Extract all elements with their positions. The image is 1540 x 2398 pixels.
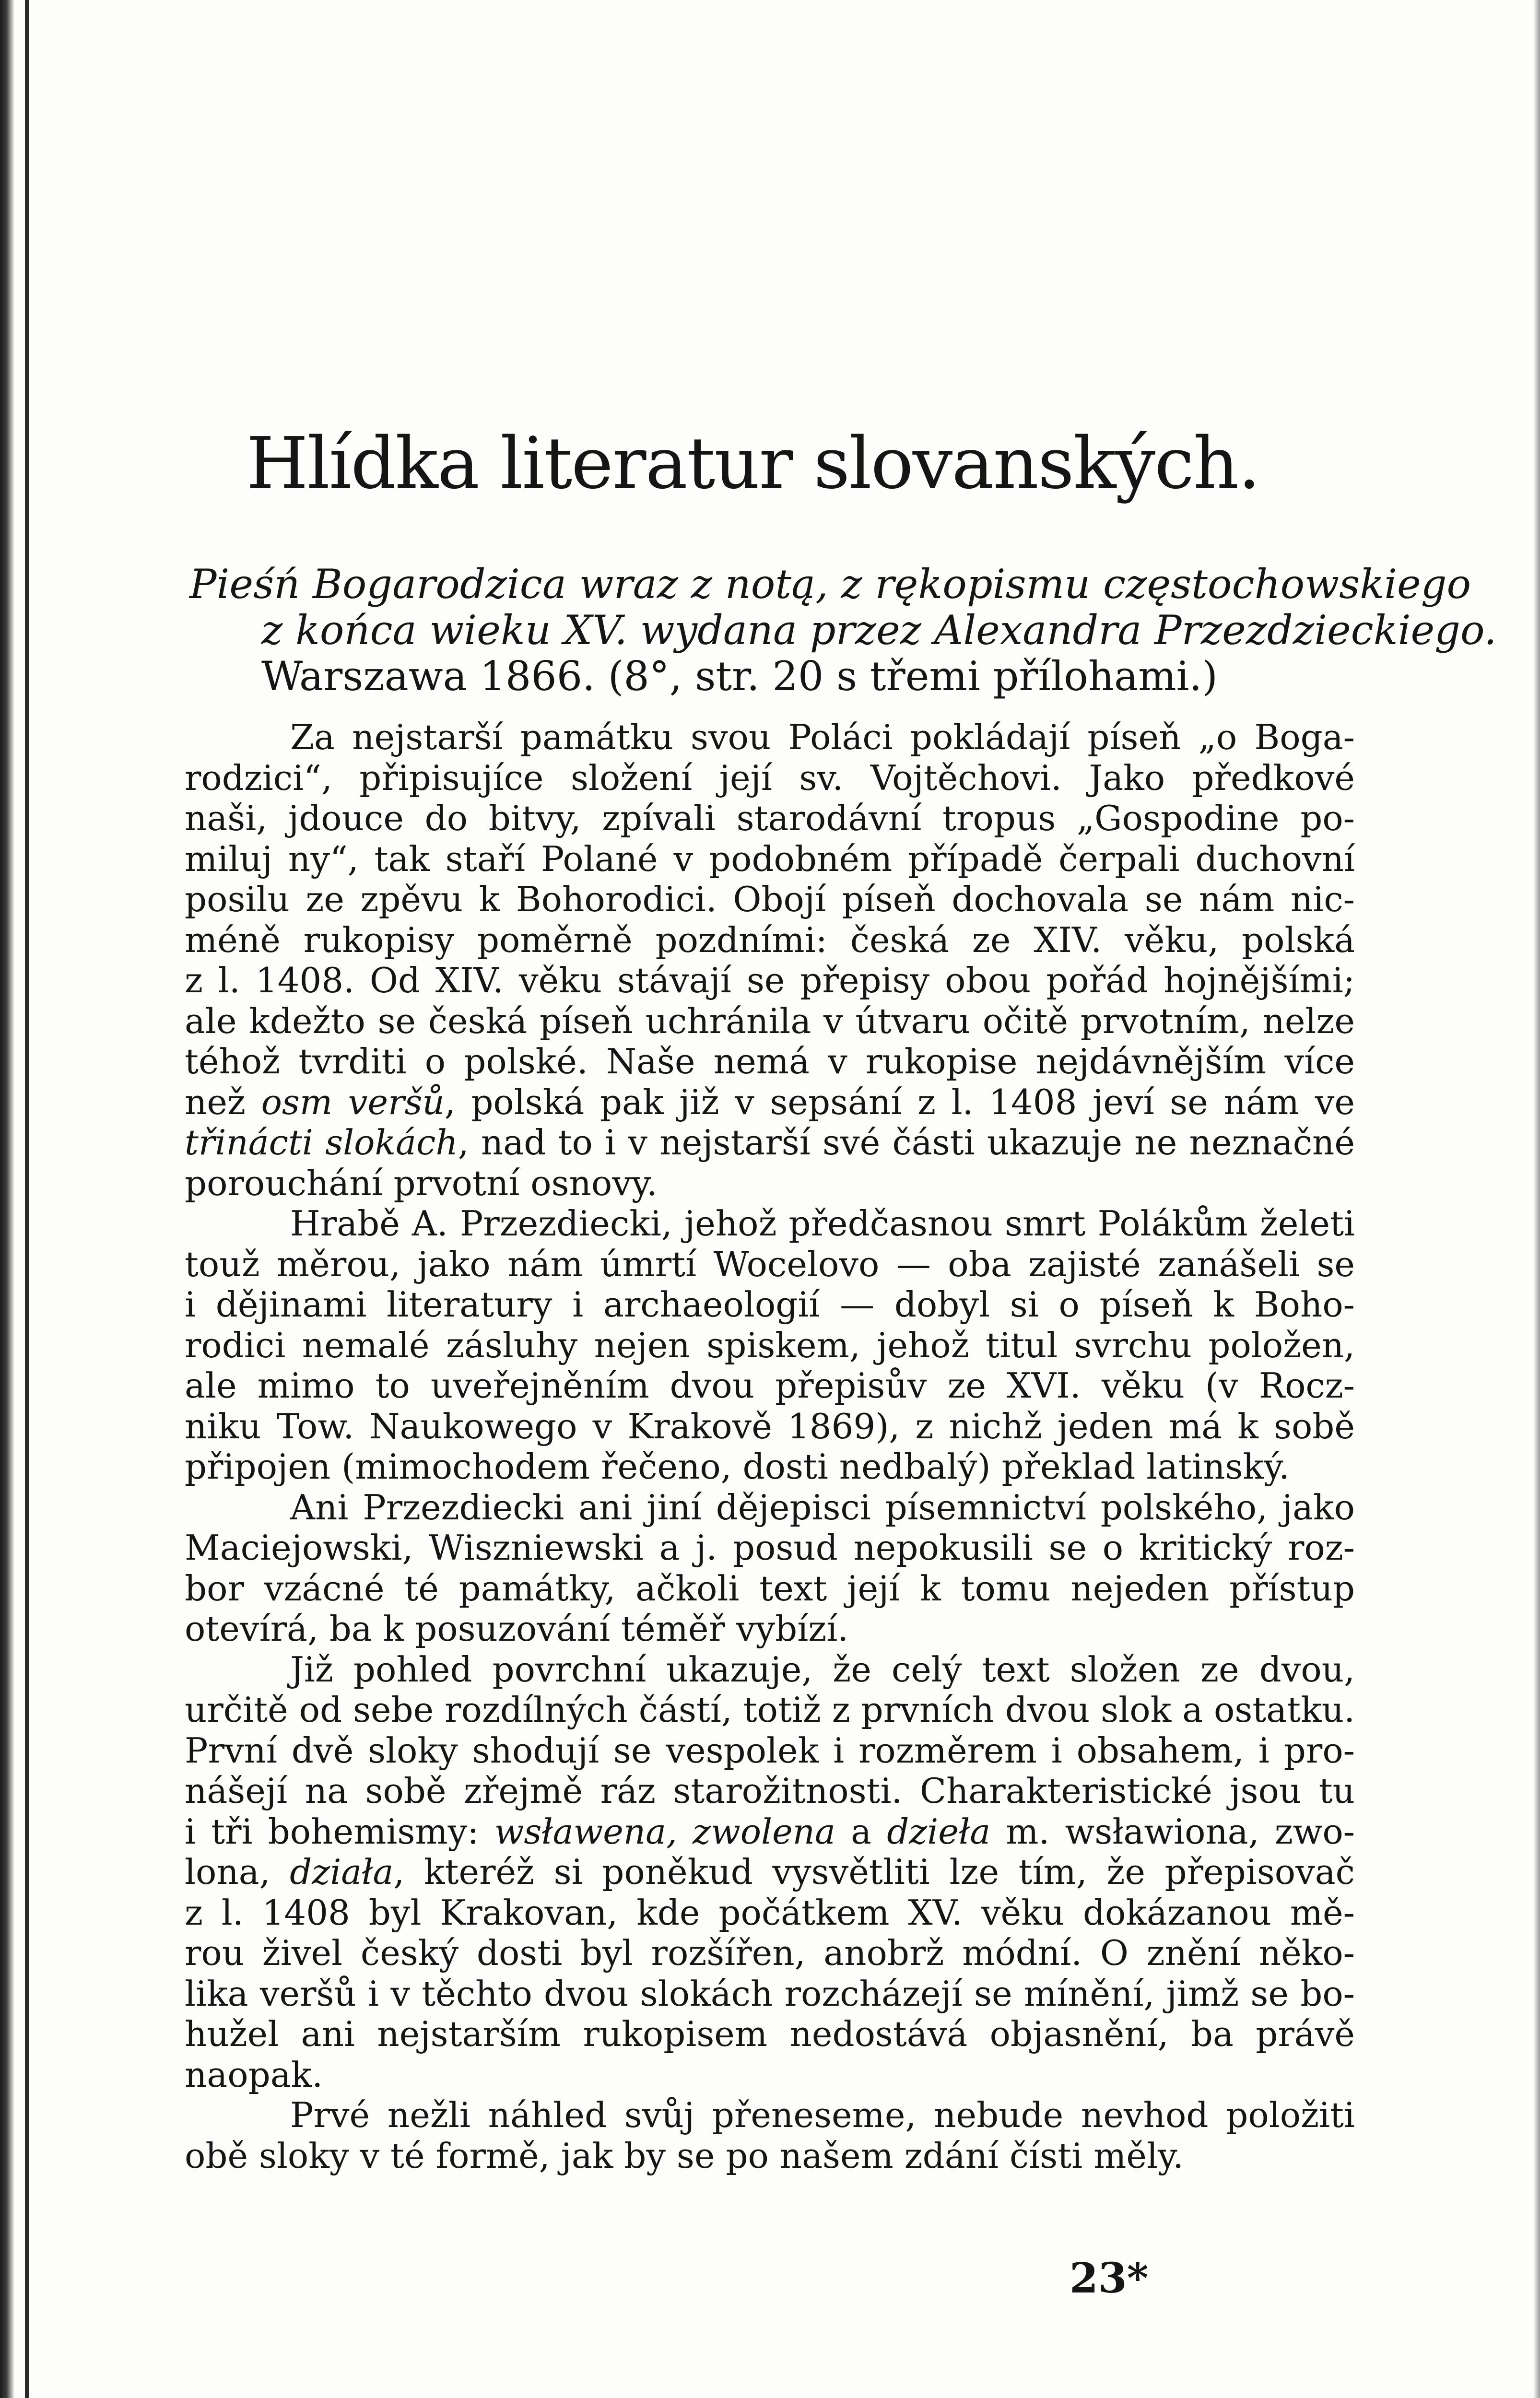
text-line: Již pohled povrchní ukazuje, že celý text složen ze dvou, <box>290 1649 1355 1690</box>
text-line: hužel ani nejstarším rukopisem nedostává objasnění, ba právě <box>185 2014 1355 2054</box>
bibliography-line-2: z końca wieku XV. wydana przez Alexandra Przezdzieckiego. <box>261 607 1497 654</box>
article-body <box>185 717 1355 2176</box>
text-line: lika veršů i v těchto dvou slokách rozcházejí se mínění, jimž se bo- <box>185 1973 1355 2014</box>
text-line: Maciejowski, Wiszniewski a j. posud nepokusili se o kritický roz- <box>185 1528 1355 1568</box>
page-fold-line <box>25 0 29 2398</box>
text-line: rodzici“, připisujíce složení její sv. Vojtěchovi. Jako předkové <box>185 757 1355 798</box>
paragraph-4 <box>185 1649 1355 2095</box>
page-edge-left <box>0 0 14 2398</box>
text-line: Hrabě A. Przezdiecki, jehož předčasnou smrt Polákům želeti <box>290 1203 1355 1244</box>
paragraph-2 <box>185 1203 1355 1487</box>
text-line: i dějinami literatury i archaeologií — dobyl si o píseň k Boho- <box>185 1284 1355 1325</box>
text-line: ale mimo to uveřejněním dvou přepisův ze XVI. věku (v Rocz- <box>185 1365 1355 1406</box>
text-line: třinácti slokách, nad to i v nejstarší své části ukazuje ne neznačné <box>185 1122 1355 1163</box>
text-line: touž měrou, jako nám úmrtí Wocelovo — oba zajisté zanášeli se <box>185 1244 1355 1284</box>
text-line: z l. 1408 byl Krakovan, kde počátkem XV. věku dokázanou mě- <box>185 1892 1355 1933</box>
text-line: První dvě sloky shodují se vespolek i rozměrem i obsahem, i pro- <box>185 1730 1355 1771</box>
text-line: Prvé nežli náhled svůj přeneseme, nebude nevhod položiti <box>290 2095 1355 2135</box>
page-number: 23* <box>1070 2254 1149 2303</box>
text-line: připojen (mimochodem řečeno, dosti nedbalý) překlad latinský. <box>185 1446 1290 1487</box>
text-line: rodici nemalé zásluhy nejen spiskem, jehož titul svrchu položen, <box>185 1325 1355 1365</box>
text-line: téhož tvrditi o polské. Naše nemá v rukopise nejdávnějším více <box>185 1041 1355 1081</box>
text-line: naši, jdouce do bitvy, zpívali starodávní tropus „Gospodine po- <box>185 798 1355 838</box>
text-line: z l. 1408. Od XIV. věku stávají se přepisy obou pořád hojnějšími; <box>185 960 1355 1000</box>
text-line: obě sloky v té formě, jak by se po našem zdání čísti měly. <box>185 2135 1184 2176</box>
paragraph-1 <box>185 717 1355 1203</box>
text-line: miluj ny“, tak staří Polané v podobném případě čerpali duchovní <box>185 838 1355 879</box>
text-line: rou živel český dosti byl rozšířen, anobrž módní. O znění něko- <box>185 1933 1355 1973</box>
text-line: ale kdežto se česká píseň uchránila v útvaru očitě prvotním, nelze <box>185 1000 1355 1041</box>
text-line: Ani Przezdiecki ani jiní dějepisci písemnictví polského, jako <box>290 1487 1355 1528</box>
text-line: naopak. <box>185 2054 323 2095</box>
page-edge-right <box>1533 0 1540 2398</box>
text-line: bor vzácné té památky, ačkoli text její k tomu nejeden přístup <box>185 1568 1355 1609</box>
bibliography-line-1: Pieśń Bogarodzica wraz z notą, z rękopismu częstochowskiego <box>189 561 1471 608</box>
text-line: nášejí na sobě zřejmě ráz starožitnosti. Charakteristické jsou tu <box>185 1771 1355 1811</box>
page-title: Hlídka literatur slovanských. <box>246 422 1260 505</box>
text-line: méně rukopisy poměrně pozdními: česká ze XIV. věku, polská <box>185 919 1355 960</box>
paragraph-5 <box>185 2095 1355 2176</box>
text-line: lona, działa, kteréž si poněkud vysvětliti lze tím, že přepisovač <box>185 1852 1355 1892</box>
text-line: určitě od sebe rozdílných částí, totiž z prvních dvou slok a ostatku. <box>185 1690 1355 1730</box>
text-line: niku Tow. Naukowego v Krakově 1869), z nichž jeden má k sobě <box>185 1406 1355 1446</box>
text-line: i tři bohemismy: wsławena, zwolena a dzieła m. wsławiona, zwo- <box>185 1811 1355 1852</box>
text-line: porouchání prvotní osnovy. <box>185 1163 658 1203</box>
text-line: Za nejstarší památku svou Poláci pokládají píseň „o Boga- <box>290 717 1355 757</box>
text-line: než osm veršů, polská pak již v sepsání z l. 1408 jeví se nám ve <box>185 1081 1355 1122</box>
bleed-through-shadow <box>528 122 1343 151</box>
paragraph-3 <box>185 1487 1355 1649</box>
text-line: otevírá, ba k posuzování téměř vybízí. <box>185 1609 849 1649</box>
bibliography-line-3: Warszawa 1866. (8°, str. 20 s třemi přílohami.) <box>261 653 1218 700</box>
bibliography-entry <box>189 561 1497 700</box>
text-line: posilu ze zpěvu k Bohorodici. Obojí píseň dochovala se nám nic- <box>185 879 1355 919</box>
